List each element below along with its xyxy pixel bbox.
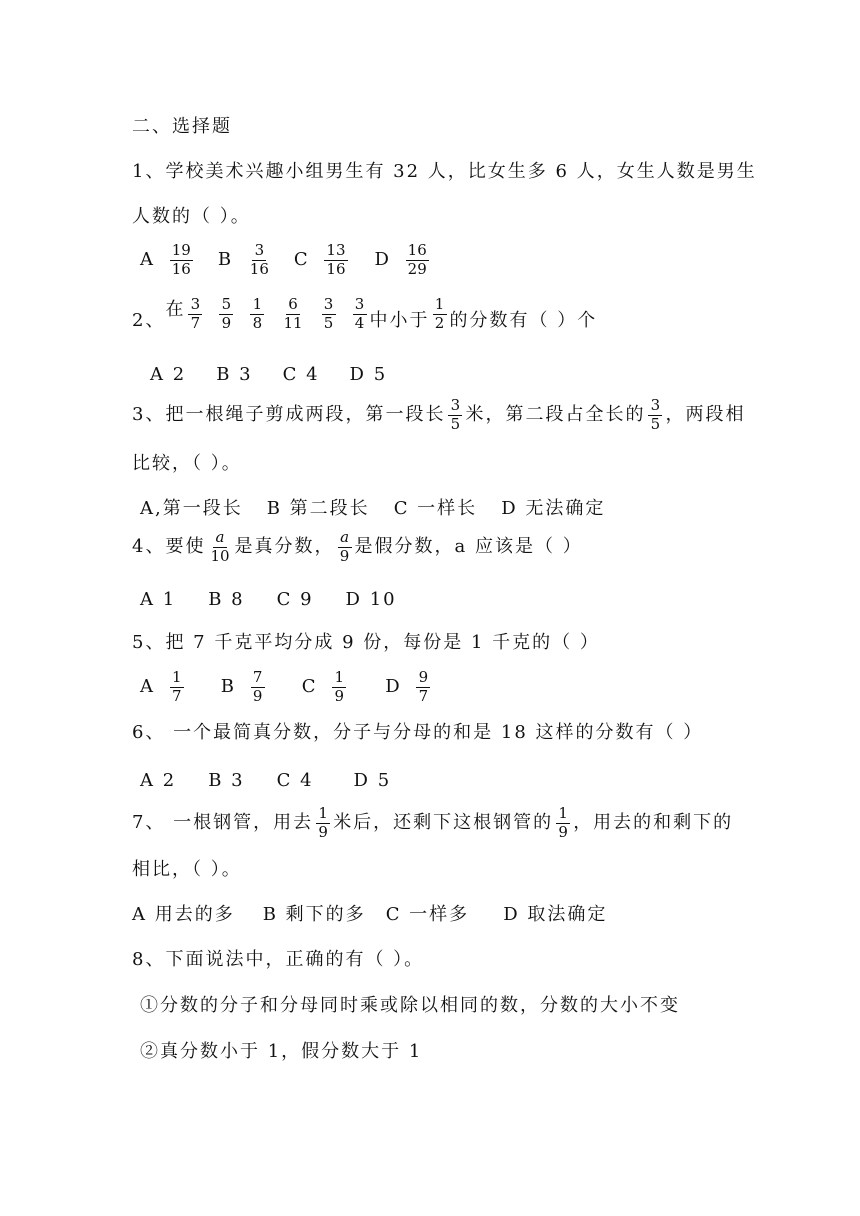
q4-option-c: C 9	[276, 589, 314, 610]
question-8-line	[132, 951, 424, 969]
section-title	[132, 118, 232, 136]
q5-option-b: B $\frac{7}{9}$	[221, 670, 268, 705]
question-5-options	[140, 670, 433, 705]
question-5-text: 5、把 7 千克平均分成 9 份，每份是 1 千克的（ ）	[132, 632, 600, 653]
question-8-item-1	[140, 997, 680, 1015]
q1-option-a: A $\frac{19}{16}$	[140, 241, 191, 278]
q1-option-d-fraction: $\frac{16}{29}$	[407, 241, 427, 278]
q2-fraction-2: $\frac{5}{9}$	[219, 297, 233, 332]
q3-option-b: B 第二段长	[266, 498, 370, 519]
question-1-text-cont: 人数的（ ）。	[132, 206, 251, 227]
question-3-options	[140, 500, 605, 518]
q3-option-c: C 一样长	[393, 498, 478, 519]
q5-option-d-fraction: $\frac{9}{7}$	[416, 670, 430, 705]
question-8-text: 8、下面说法中，正确的有（ ）。	[132, 949, 425, 970]
q2-fraction-1: $\frac{3}{7}$	[188, 297, 202, 332]
question-7-options	[132, 906, 607, 924]
q5-option-a: A $\frac{1}{7}$	[140, 670, 187, 705]
question-7-text-2: 米后，还剩下这根钢管的	[333, 812, 554, 834]
question-1-options	[140, 243, 432, 278]
question-2-pre: 在	[165, 299, 186, 320]
question-8-statement-1: ①分数的分子和分母同时乘或除以相同的数，分数的大小不变	[140, 995, 680, 1016]
question-1-text: 1、学校美术兴趣小组男生有 32 人，比女生多 6 人，女生人数是男生	[132, 161, 757, 182]
question-6-line	[132, 724, 703, 742]
q4-fraction-1: $\frac{a}{10}$	[210, 528, 230, 565]
question-4-text-2: 是真分数，	[234, 536, 335, 558]
question-7-text-1: 7、 一根钢管，用去	[132, 812, 314, 834]
question-2-number: 2、	[132, 309, 166, 331]
q4-fraction-2: $\frac{a}{9}$	[338, 530, 352, 565]
q1-option-d: D $\frac{16}{29}$	[374, 241, 427, 278]
q4-option-d: D 10	[345, 589, 397, 610]
question-2-options	[150, 366, 387, 384]
q5-option-a-fraction: $\frac{1}{7}$	[170, 670, 184, 705]
section-title-text: 二、选择题	[132, 116, 232, 137]
q1-option-b: B $\frac{3}{16}$	[217, 241, 269, 278]
question-4-text-1: 4、要使	[132, 536, 206, 558]
q7-fraction-1: $\frac{1}{9}$	[316, 806, 330, 841]
question-3-text-2: 米，第二段占全长的	[465, 404, 646, 426]
q2-fraction-4: $\frac{6}{11}$	[283, 295, 303, 332]
q5-option-d: D $\frac{9}{7}$	[385, 670, 433, 705]
q7-option-c: C 一样多	[385, 904, 470, 925]
question-4-line	[132, 530, 583, 565]
q2-fraction-half: $\frac{1}{2}$	[433, 297, 447, 332]
q6-option-b: B 3	[208, 770, 245, 791]
q1-option-b-fraction: $\frac{3}{16}$	[249, 241, 269, 278]
question-3-line-1	[132, 398, 745, 433]
q2-option-a: A 2	[150, 364, 187, 385]
q7-fraction-2: $\frac{1}{9}$	[556, 806, 570, 841]
question-7-line-1	[132, 806, 733, 841]
q7-option-b: B 剩下的多	[262, 904, 366, 925]
question-1-line-1	[132, 163, 757, 181]
q6-option-a: A 2	[140, 770, 177, 791]
question-4-options	[140, 591, 397, 609]
question-2-post: 的分数有（ ）个	[449, 309, 598, 331]
q4-option-b: B 8	[208, 589, 245, 610]
question-7-line-2	[132, 861, 242, 879]
q6-option-d: D 5	[353, 770, 392, 791]
question-1-line-2	[132, 208, 251, 226]
q3-option-a: A,第一段长	[140, 498, 243, 519]
q2-option-c: C 4	[282, 364, 320, 385]
q5-option-c: C $\frac{1}{9}$	[302, 670, 350, 705]
question-7-text-cont: 相比，（ ）。	[132, 859, 242, 880]
q1-option-a-fraction: $\frac{19}{16}$	[171, 241, 191, 278]
q3-option-d: D 无法确定	[501, 498, 606, 519]
q2-option-b: B 3	[216, 364, 253, 385]
question-4-text-3: 是假分数，a 应该是（ ）	[354, 536, 583, 558]
q5-option-c-fraction: $\frac{1}{9}$	[332, 670, 346, 705]
question-6-text: 6、 一个最简真分数，分子与分母的和是 18 这样的分数有（ ）	[132, 722, 704, 743]
question-3-line-2	[132, 455, 242, 473]
question-8-statement-2: ②真分数小于 1，假分数大于 1	[140, 1041, 423, 1062]
q2-option-d: D 5	[349, 364, 388, 385]
q7-option-a: A 用去的多	[132, 904, 235, 925]
q2-fraction-3: $\frac{1}{8}$	[250, 297, 264, 332]
question-8-item-2	[140, 1043, 422, 1061]
question-3-text-3: ，两段相	[665, 404, 746, 426]
question-2-line	[132, 297, 597, 332]
q1-option-c: C $\frac{13}{16}$	[293, 241, 346, 278]
question-5-line	[132, 634, 600, 652]
question-6-options	[140, 772, 391, 790]
question-2-mid: 中小于	[369, 309, 430, 331]
q4-option-a: A 1	[140, 589, 177, 610]
q5-option-b-fraction: $\frac{7}{9}$	[251, 670, 265, 705]
question-7-text-3: ，用去的和剩下的	[573, 812, 734, 834]
q6-option-c: C 4	[276, 770, 314, 791]
q2-fraction-6: $\frac{3}{4}$	[353, 297, 367, 332]
question-3-text-1: 3、把一根绳子剪成两段，第一段长	[132, 404, 446, 426]
q3-fraction-2: $\frac{3}{5}$	[648, 398, 662, 433]
question-3-text-cont: 比较，（ ）。	[132, 453, 242, 474]
q2-fraction-5: $\frac{3}{5}$	[322, 297, 336, 332]
q7-option-d: D 取法确定	[503, 904, 608, 925]
q3-fraction-1: $\frac{3}{5}$	[448, 398, 462, 433]
q1-option-c-fraction: $\frac{13}{16}$	[326, 241, 346, 278]
